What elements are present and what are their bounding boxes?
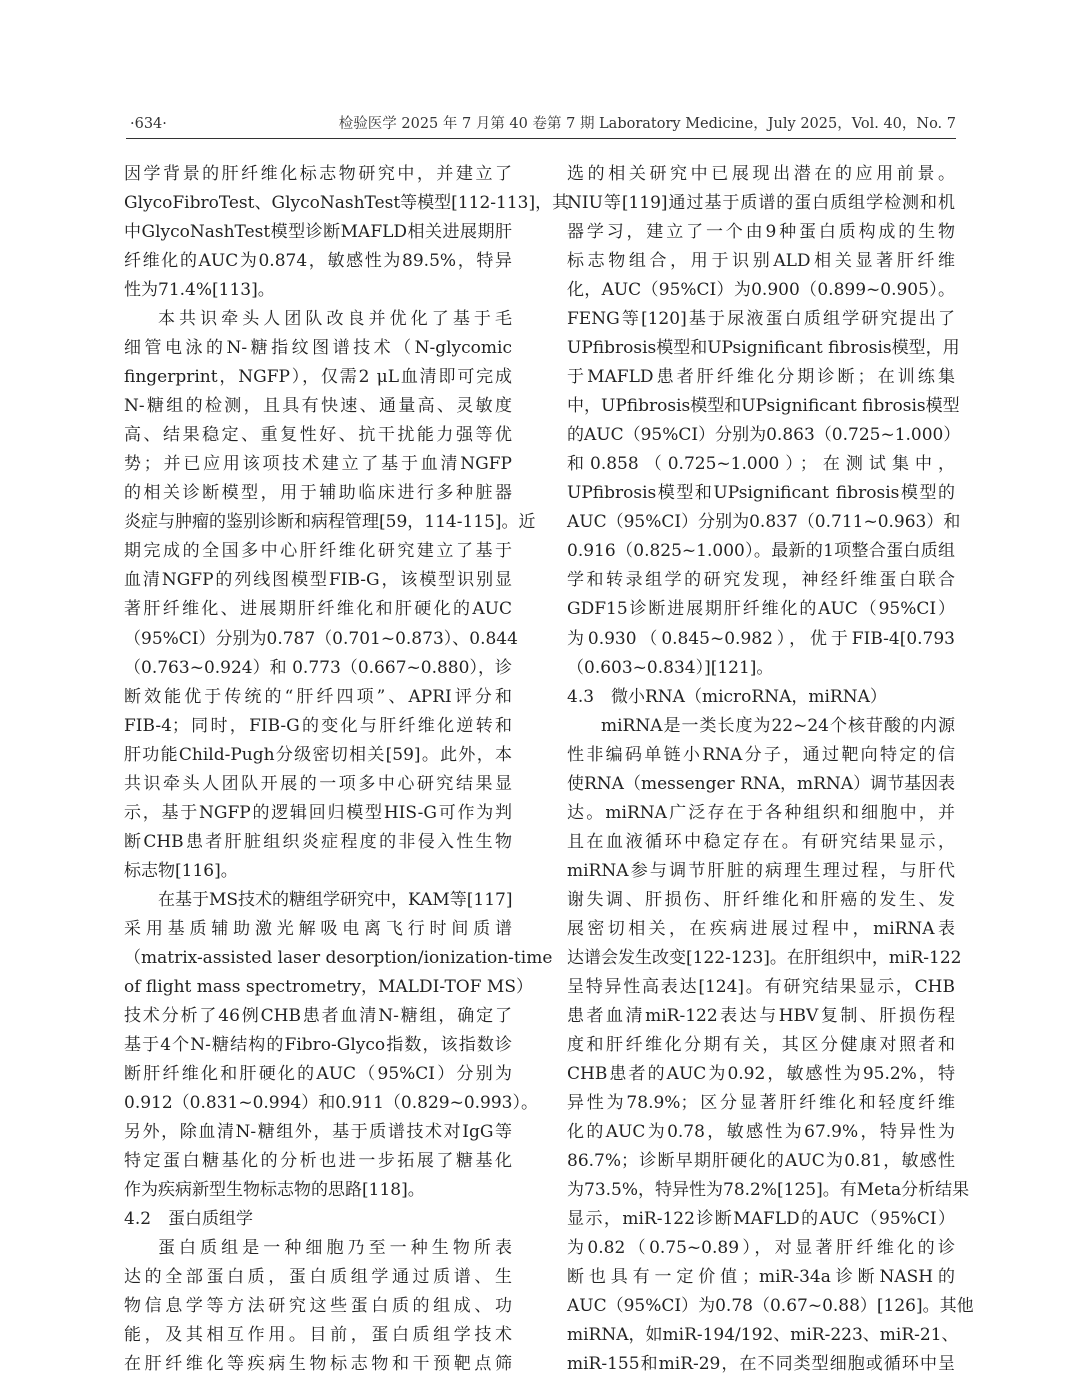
text-line: 度和肝纤维化分期有关，其区分健康对照者和	[567, 1034, 955, 1055]
text-line: 血清NGFP的列线图模型FIB-G，该模型识别显	[124, 570, 512, 591]
text-line: 展密切相关，在疾病进展过程中，miRNA表	[567, 918, 955, 939]
text-line: 著肝纤维化、进展期肝纤维化和肝硬化的AUC	[124, 599, 512, 620]
text-line: （matrix-assisted laser desorption/ionization-time	[124, 947, 553, 968]
text-line: 和0.858（0.725~1.000）；在测试集中，	[567, 454, 955, 475]
text-line: 显示，miR-122诊断MAFLD的AUC（95%CI）	[567, 1209, 955, 1230]
text-line: 的AUC（95%CI）分别为0.863（0.725~1.000）	[567, 425, 961, 446]
text-line: 达谱会发生改变[122-123]。在肝组织中，miR-122	[567, 947, 962, 968]
section-heading	[124, 1205, 512, 1234]
text-line: UPfibrosis模型和UPsignificant fibrosis模型的	[567, 483, 955, 504]
text-line: 物信息学等方法研究这些蛋白质的组成、功	[124, 1296, 512, 1317]
text-line: GlycoFibroTest、GlycoNashTest等模型[112-113]，其	[124, 193, 570, 214]
text-line: 为73.5%，特异性为78.2%[125]。有Meta分析结果	[567, 1180, 970, 1201]
text-line: AUC（95%CI）为0.78（0.67~0.88）[126]。其他	[567, 1296, 974, 1317]
text-line: 达的全部蛋白质，蛋白质组学通过质谱、生	[124, 1267, 512, 1288]
section-title: 微小RNA（microRNA，miRNA）	[611, 686, 887, 707]
text-line: 于MAFLD患者肝纤维化分期诊断；在训练集	[567, 367, 955, 388]
text-line: 中，UPfibrosis模型和UPsignificant fibrosis模型	[567, 396, 960, 417]
text-line: 纤维化的AUC为0.874，敏感性为89.5%，特异	[124, 251, 512, 272]
section-title: 蛋白质组学	[168, 1209, 253, 1230]
text-line: 技术分析了46例CHB患者血清N-糖组，确定了	[124, 1005, 512, 1026]
text-line: 采用基质辅助激光解吸电离飞行时间质谱	[124, 918, 512, 939]
text-line: 异性为78.9%；区分显著肝纤维化和轻度纤维	[567, 1093, 955, 1113]
text-line: miR-155和miR-29，在不同类型细胞或循环中呈	[567, 1354, 955, 1375]
text-line: 基于4个N-糖结构的Fibro-Glyco指数，该指数诊	[124, 1034, 512, 1055]
text-line: miRNA，如miR-194/192、miR-223、miR-21、	[567, 1325, 959, 1346]
text-line: 化，AUC（95%CI）为0.900（0.899~0.905）。	[567, 280, 955, 301]
journal-citation: 检验医学 2025 年 7 月第 40 卷第 7 期 Laboratory Medicine，July 2025，Vol. 40，No. 7	[338, 116, 956, 132]
text-line: 示，基于NGFP的逻辑回归模型HIS-G可作为判	[124, 802, 512, 823]
text-line: 肝功能Child-Pugh分级密切相关[59]。此外，本	[124, 744, 512, 765]
text-line: N-糖组的检测，且具有快速、通量高、灵敏度	[124, 396, 512, 417]
text-line: 且在血液循环中稳定存在。有研究结果显示，	[567, 831, 955, 852]
text-line: 另外，除血清N-糖组外，基于质谱技术对IgG等	[124, 1122, 512, 1143]
text-line: of flight mass spectrometry，MALDI-TOF MS）	[124, 976, 533, 997]
text-line: 选的相关研究中已展现出潜在的应用前景。	[567, 164, 955, 184]
text-line: （0.763~0.924）和 0.773（0.667~0.880），诊	[124, 657, 512, 678]
text-line: 在肝纤维化等疾病生物标志物和干预靶点筛	[124, 1354, 512, 1375]
text-line: 因学背景的肝纤维化标志物研究中，并建立了	[124, 164, 512, 184]
text-line: 在基于MS技术的糖组学研究中，KAM等[117]	[158, 889, 513, 910]
text-line: UPfibrosis模型和UPsignificant fibrosis模型，用	[567, 338, 960, 359]
text-line: NIU等[119]通过基于质谱的蛋白质组学检测和机	[567, 193, 955, 214]
text-line: 炎症与肿瘤的鉴别诊断和病程管理[59，114-115]。近	[124, 512, 536, 533]
text-line: 86.7%；诊断早期肝硬化的AUC为0.81，敏感性	[567, 1151, 955, 1172]
text-line: miRNA是一类长度为22~24个核苷酸的内源	[601, 715, 955, 736]
text-line: 高、结果稳定、重复性好、抗干扰能力强等优	[124, 425, 512, 446]
section-number: 4.2	[124, 1209, 152, 1230]
text-line: 器学习，建立了一个由9种蛋白质构成的生物	[567, 222, 955, 243]
text-line: FIB-4；同时，FIB-G的变化与肝纤维化逆转和	[124, 715, 512, 736]
text-line: 蛋白质组是一种细胞乃至一种生物所表	[158, 1238, 512, 1259]
section-number: 4.3	[567, 686, 595, 707]
text-line: 谢失调、肝损伤、肝纤维化和肝癌的发生、发	[567, 889, 955, 910]
text-line: miRNA参与调节肝脏的病理生理过程，与肝代	[567, 860, 955, 881]
text-line: 作为疾病新型生物标志物的思路[118]。	[124, 1180, 425, 1201]
text-line: 势；并已应用该项技术建立了基于血清NGFP	[124, 454, 512, 475]
text-line: 使RNA（messenger RNA，mRNA）调节基因表	[567, 773, 956, 794]
text-line: 断效能优于传统的“肝纤四项”、APRI评分和	[124, 686, 512, 707]
text-line: 为0.82（0.75~0.89），对显著肝纤维化的诊	[567, 1238, 955, 1259]
text-line: （95%CI）分别为0.787（0.701~0.873）、0.844	[124, 628, 518, 649]
text-line: 本共识牵头人团队改良并优化了基于毛	[158, 309, 512, 330]
running-header	[126, 112, 956, 139]
text-line: 断CHB患者肝脏组织炎症程度的非侵入性生物	[124, 831, 512, 852]
text-line: 中GlycoNashTest模型诊断MAFLD相关进展期肝	[124, 222, 512, 243]
text-line: 为0.930（0.845~0.982），优于FIB-4[0.793	[567, 628, 955, 649]
text-line: 患者血清miR-122表达与HBV复制、肝损伤程	[567, 1005, 955, 1026]
text-line: 标志物组合，用于识别ALD相关显著肝纤维	[567, 251, 955, 272]
text-line: 化的AUC为0.78，敏感性为67.9%，特异性为	[567, 1122, 955, 1143]
text-line: GDF15诊断进展期肝纤维化的AUC（95%CI）	[567, 599, 955, 620]
text-line: 的相关诊断模型，用于辅助临床进行多种脏器	[124, 483, 512, 504]
text-line: 达。miRNA广泛存在于各种组织和细胞中，并	[567, 802, 955, 823]
text-line: FENG等[120]基于尿液蛋白质组学研究提出了	[567, 309, 955, 330]
text-line: （0.603~0.834）][121]。	[567, 657, 774, 678]
page-number: ·634·	[130, 116, 167, 132]
text-line: 性为71.4%[113]。	[124, 280, 275, 301]
text-line: 呈特异性高表达[124]。有研究结果显示，CHB	[567, 976, 955, 997]
text-line: 能，及其相互作用。目前，蛋白质组学技术	[124, 1325, 512, 1346]
text-line: 0.912（0.831~0.994）和0.911（0.829~0.993）。	[124, 1093, 538, 1113]
text-line: 性非编码单链小RNA分子，通过靶向特定的信	[567, 744, 955, 765]
text-line: 0.916（0.825~1.000）。最新的1项整合蛋白质组	[567, 541, 955, 562]
text-line: 特定蛋白糖基化的分析也进一步拓展了糖基化	[124, 1151, 512, 1172]
text-line: 学和转录组学的研究发现，神经纤维蛋白联合	[567, 570, 955, 591]
text-line: AUC（95%CI）分别为0.837（0.711~0.963）和	[567, 512, 961, 533]
left-text-column	[124, 160, 570, 1379]
text-line: fingerprint，NGFP），仅需2 μL血清即可完成	[124, 367, 512, 388]
text-line: 共识牵头人团队开展的一项多中心研究结果显	[124, 773, 512, 794]
text-line: 期完成的全国多中心肝纤维化研究建立了基于	[124, 541, 512, 562]
text-line: 细管电泳的N-糖指纹图谱技术（N-glycomic	[124, 338, 512, 359]
text-line: 标志物[116]。	[124, 860, 238, 881]
right-text-column	[567, 160, 974, 1379]
text-line: 断也具有一定价值；miR-34a诊断NASH的	[567, 1267, 955, 1288]
text-line: CHB患者的AUC为0.92，敏感性为95.2%，特	[567, 1063, 955, 1084]
text-line: 断肝纤维化和肝硬化的AUC（95%CI）分别为	[124, 1063, 512, 1084]
section-heading	[567, 683, 955, 712]
